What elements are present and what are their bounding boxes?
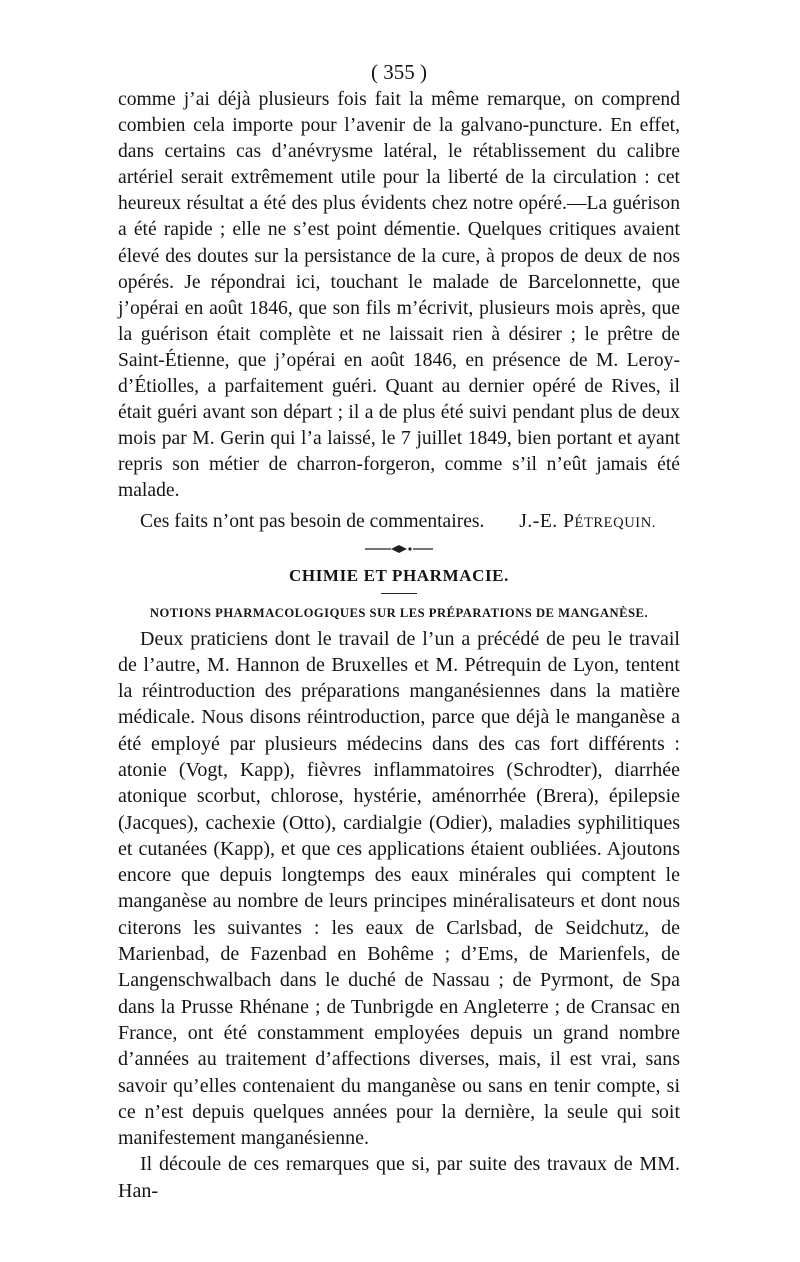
book-page	[118, 58, 680, 1204]
author-surname: ÉTREQUIN.	[574, 514, 656, 531]
ornament-divider-icon	[118, 542, 680, 556]
page-number: ( 355 )	[371, 60, 427, 84]
author-signature	[519, 509, 656, 536]
paragraph-continuation: Il découle de ces remarques que si, par suite des travaux de MM. Han-	[118, 1153, 680, 1202]
paragraph-manganese: Deux praticiens dont le travail de l’un a précédé de peu le travail de l’autre, M. Hannon de Bruxelles et M. Pétrequin de Lyon, tentent la réintroduction des préparations manganésiennes dans la matière médicale. Nous disons réintroduction, parce que déjà le manganèse a été employé par plusieurs médecins dans des cas fort différents : atonie (Vogt, Kapp), fièvres inflammatoires (Schrodter), diarrhée atonique scorbut, chlorose, hystérie, aménorrhée (Brera), épilepsie (Jacques), cachexie (Otto), cardialgie (Odier), maladies syphilitiques et cutanées (Kapp), et que ces applications étaient oubliées. Ajoutons encore que depuis longtemps des eaux minérales qui comptent le manganèse au nombre de leurs principes minéralisateurs et dont nous citerons les suivantes : les eaux de Carlsbad, de Seidchutz, de Marienbad, de Fazenbad en Bohême ; d’Ems, de Marienfels, de Langenschwalbach dans le duché de Nassau ; de Pyrmont, de Spa dans la Prusse Rhénane ; de Tunbrigde en Angleterre ; de Cransac en France, ont été constamment employées depuis un grand nombre d’années au traitement d’affections diverses, mais, il est vrai, sans savoir qu’elles contenaient du manganèse ou sans en tenir compte, si ce n’est depuis quelques années pour la dernière, la seule qui soit manifestement manganésienne.	[118, 627, 680, 1150]
closing-sentence: Ces faits n’ont pas besoin de commentaires.	[140, 510, 485, 532]
author-initials: J.-E. P	[519, 510, 575, 532]
manganese-article-body	[118, 626, 680, 1205]
subsection-title: NOTIONS PHARMACOLOGIQUES SUR LES PRÉPARATIONS DE MANGANÈSE.	[149, 605, 649, 620]
section-title: CHIMIE ET PHARMACIE.	[289, 565, 509, 585]
paragraph-galvano-puncture: comme j’ai déjà plusieurs fois fait la même remarque, on comprend combien cela importe pour l’avenir de la galvano-puncture. En effet, dans certains cas d’anévrysme latéral, le rétablissement du calibre artériel serait extrêmement utile pour la liberté de la circulation : cet heureux résultat a été des plus évidents chez notre opéré.—La guérison a été rapide ; elle ne s’est point démentie. Quelques critiques avaient élevé des doutes sur la persistance de la cure, à propos de deux de nos opérés. Je répondrai ici, touchant le malade de Barcelonnette, que j’opérai en août 1846, que son fils m’écrivit, plusieurs mois après, que la guérison était complète et ne laissait rien à désirer ; le prêtre de Saint-Étienne, que j’opérai en août 1846, en présence de M. Leroy-d’Étiolles, a parfaitement guéri. Quant au dernier opéré de Rives, il était guéri avant son départ ; il a de plus été suivi pendant plus de deux mois par M. Gerin qui l’a laissé, le 7 juillet 1849, bien portant et ayant repris son métier de charron-forgeron, comme s’il n’eût jamais été malade.	[118, 89, 680, 502]
short-rule-divider	[118, 590, 680, 596]
signoff-line	[118, 509, 680, 536]
